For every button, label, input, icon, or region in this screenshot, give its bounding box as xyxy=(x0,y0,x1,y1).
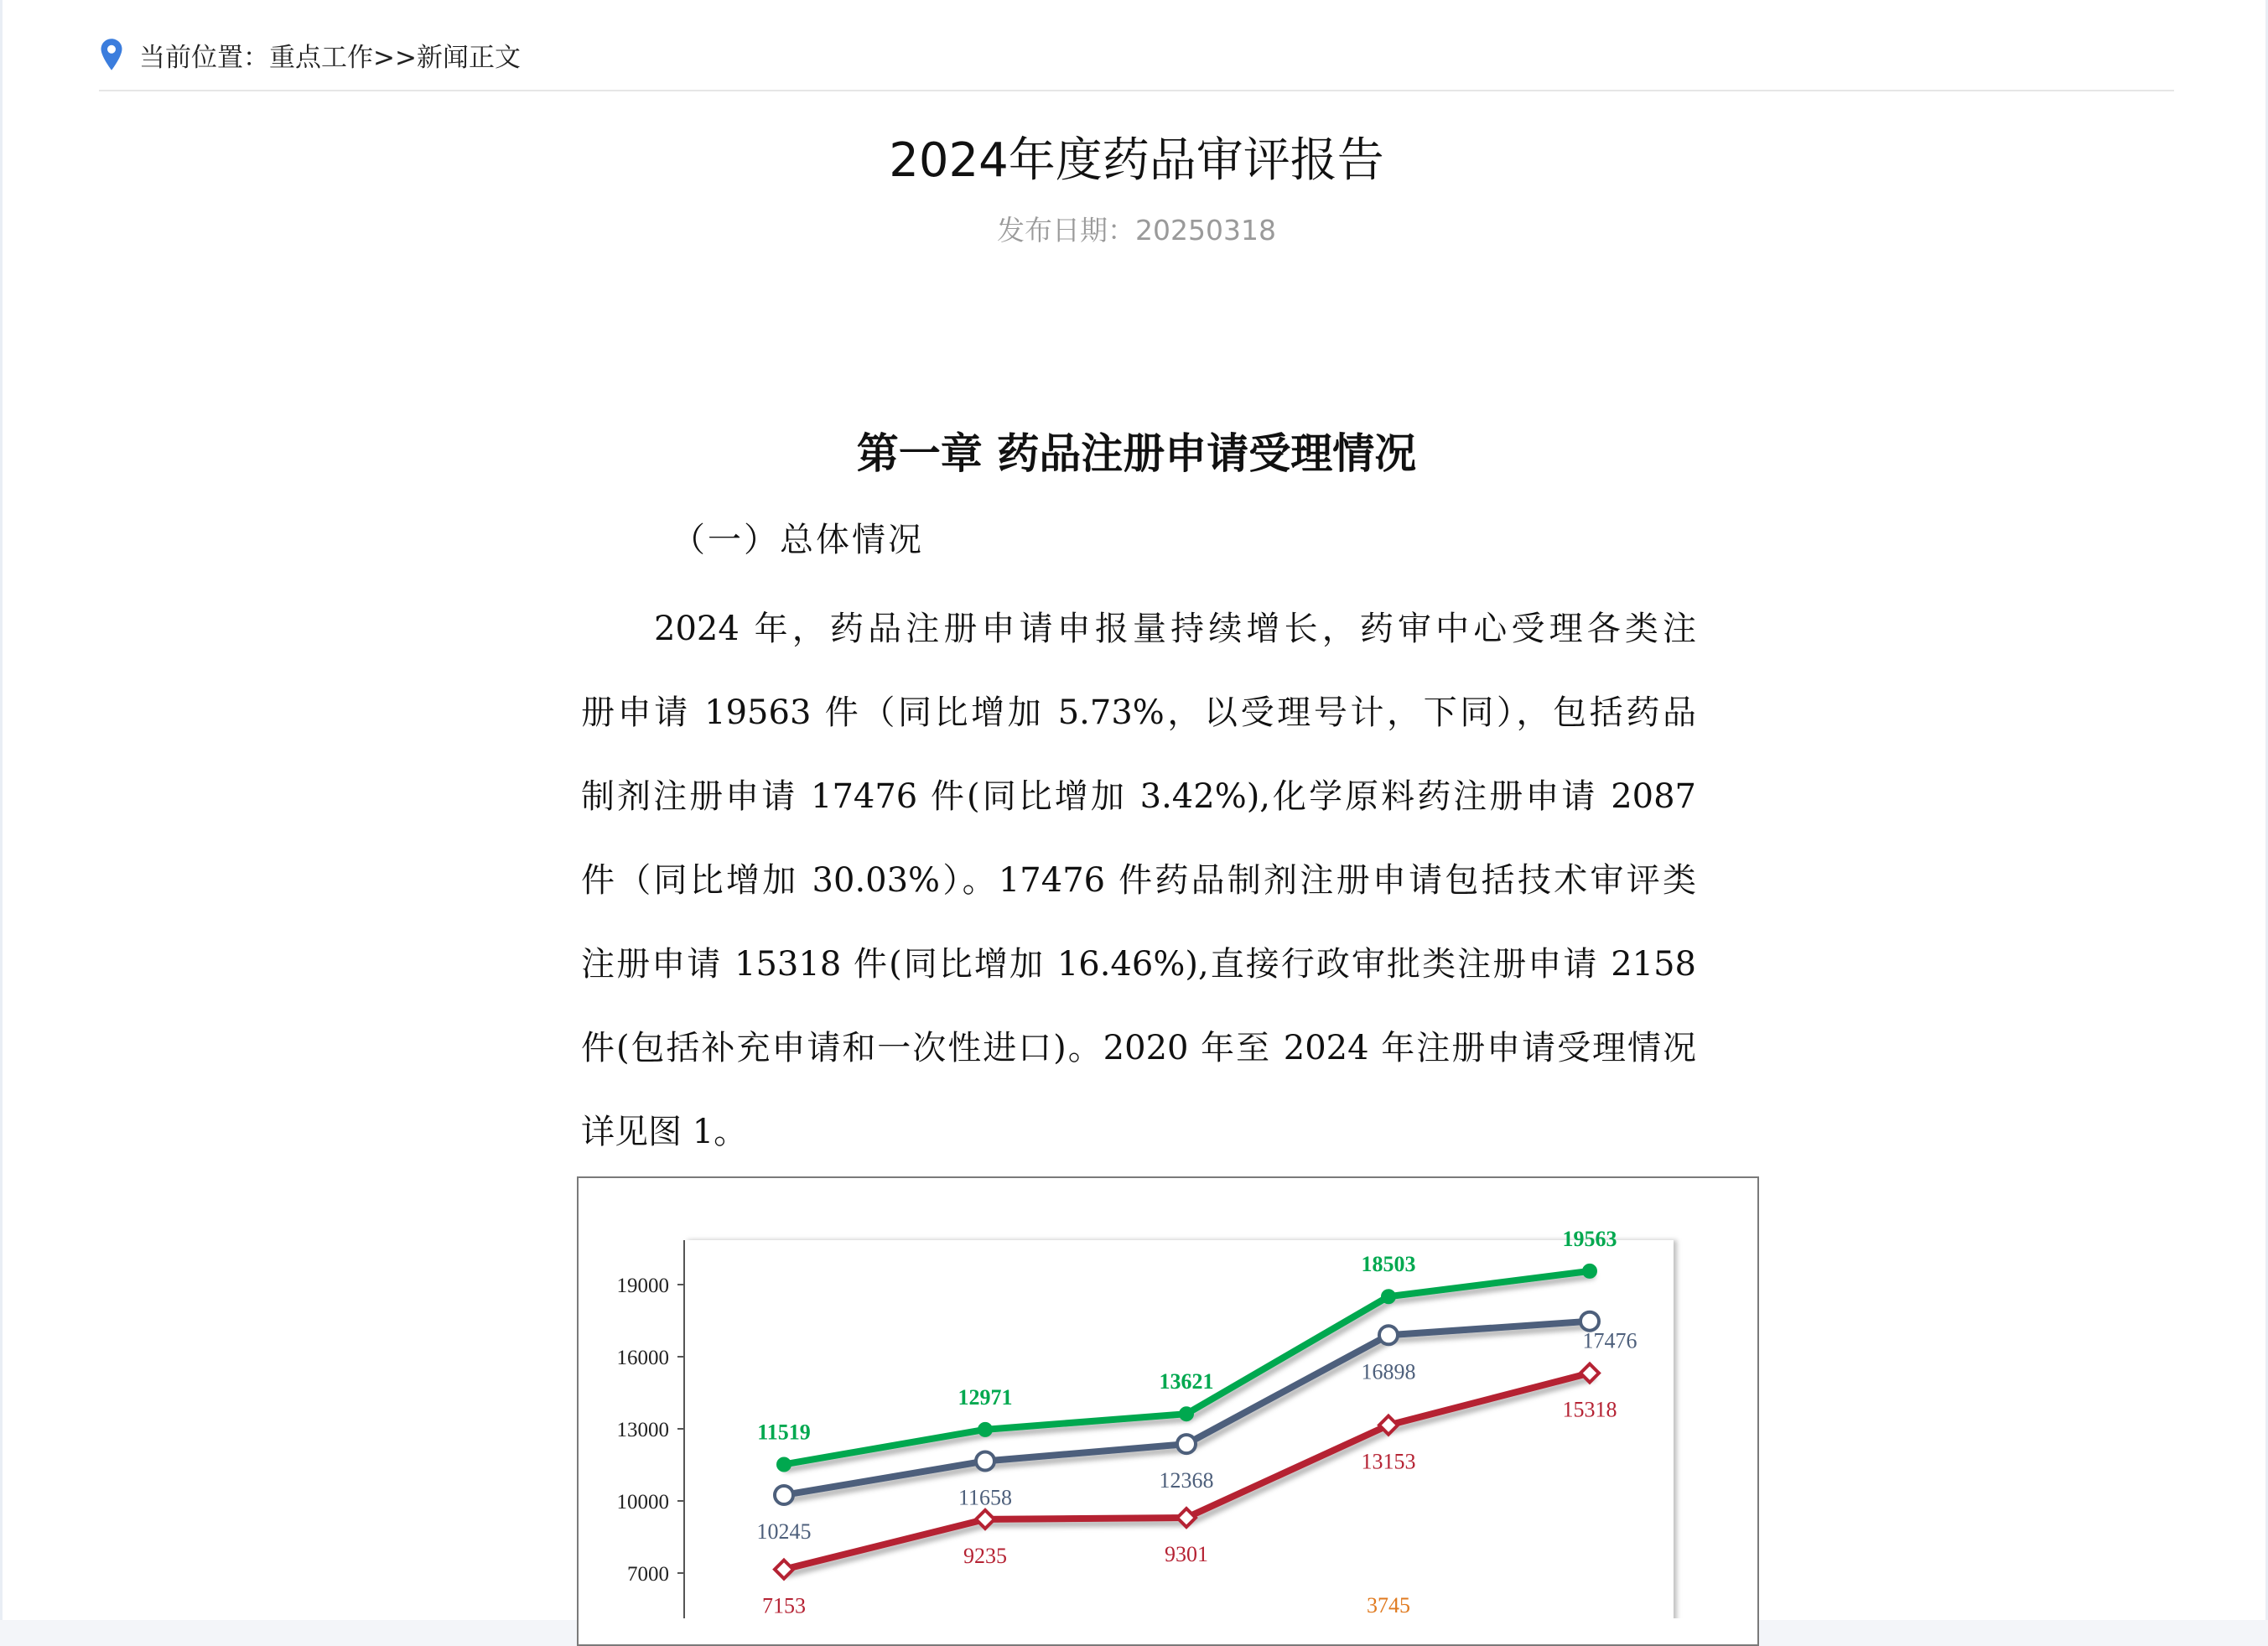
paragraph-line: 详见图 1。 xyxy=(581,1113,748,1151)
data-label: 18503 xyxy=(1361,1252,1416,1277)
data-label: 11519 xyxy=(757,1420,811,1445)
data-label: 9235 xyxy=(963,1543,1007,1568)
data-point xyxy=(1580,1312,1599,1331)
paragraph-line: 2024 年，药品注册申请申报量持续增长，药审中心受理各类注 xyxy=(654,610,1696,648)
data-point xyxy=(1583,1264,1596,1278)
data-point xyxy=(976,1451,994,1470)
data-point xyxy=(777,1457,791,1471)
paragraph-line: 件(包括补充申请和一次性进口)。2020 年至 2024 年注册申请受理情况 xyxy=(581,1029,1696,1067)
publish-date: 发布日期：20250318 xyxy=(997,214,1276,247)
breadcrumb xyxy=(99,34,521,75)
data-label: 7153 xyxy=(762,1593,806,1618)
data-label: 16898 xyxy=(1361,1359,1416,1384)
data-label: 13153 xyxy=(1361,1449,1416,1474)
data-label: 11658 xyxy=(958,1485,1013,1510)
line-chart-svg xyxy=(579,1178,1757,1618)
y-tick-label: 10000 xyxy=(616,1491,669,1514)
paragraph-line: 件（同比增加 30.03%）。17476 件药品制剂注册申请包括技术审评类 xyxy=(581,861,1696,900)
data-point xyxy=(1379,1326,1398,1344)
chapter-heading: 第一章 药品注册申请受理情况 xyxy=(856,429,1417,478)
figure-1-chart xyxy=(577,1176,1759,1646)
data-label: 12971 xyxy=(958,1384,1013,1410)
data-label: 3745 xyxy=(1367,1593,1410,1617)
breadcrumb-prefix: 当前位置： xyxy=(139,42,269,73)
data-point xyxy=(1177,1435,1196,1453)
section-heading: （一）总体情况 xyxy=(672,521,924,559)
y-tick-label: 7000 xyxy=(627,1563,669,1586)
y-tick-label: 19000 xyxy=(616,1275,669,1297)
y-tick-label: 16000 xyxy=(616,1347,669,1369)
data-label: 9301 xyxy=(1165,1542,1208,1567)
data-label: 13621 xyxy=(1159,1369,1214,1394)
data-label: 17476 xyxy=(1582,1328,1637,1353)
data-label: 10245 xyxy=(756,1519,812,1544)
data-label: 15318 xyxy=(1562,1397,1617,1422)
breadcrumb-path-link[interactable]: 重点工作>>新闻正文 xyxy=(269,42,521,73)
data-point xyxy=(978,1423,992,1436)
data-label: 19563 xyxy=(1562,1226,1617,1251)
article-title: 2024年度药品审评报告 xyxy=(889,133,1384,188)
breadcrumb-divider xyxy=(99,90,2174,91)
paragraph-line: 制剂注册申请 17476 件(同比增加 3.42%),化学原料药注册申请 2087 xyxy=(581,777,1696,816)
data-point xyxy=(1382,1290,1395,1303)
y-tick-label: 13000 xyxy=(616,1419,669,1441)
paragraph-line: 注册申请 15318 件(同比增加 16.46%),直接行政审批类注册申请 2158 xyxy=(581,945,1696,984)
paragraph-line: 册申请 19563 件（同比增加 5.73%，以受理号计，下同），包括药品 xyxy=(581,693,1696,732)
data-label: 12368 xyxy=(1159,1468,1214,1493)
location-pin-icon xyxy=(99,38,124,71)
data-point xyxy=(1180,1407,1193,1420)
data-point xyxy=(775,1486,793,1504)
